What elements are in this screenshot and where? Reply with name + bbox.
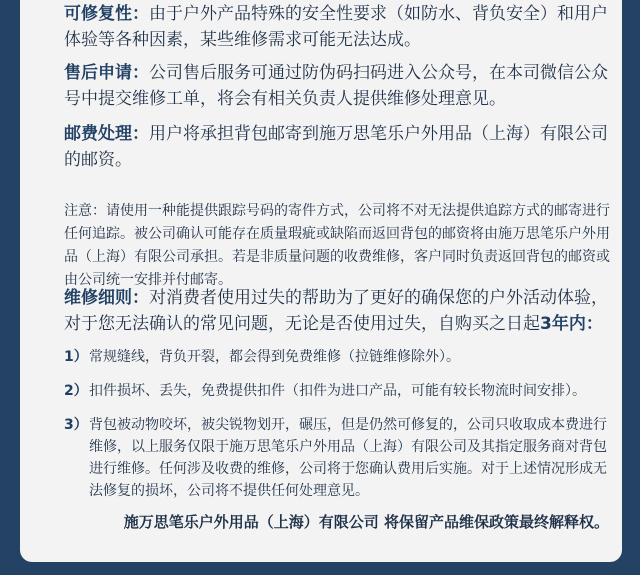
repairability-text: 由于户外产品特殊的安全性要求（如防水、背负安全）和用户体验等各种因素，某些维修需求可能无法达成。 bbox=[64, 4, 608, 50]
list-item-number: 1） bbox=[64, 349, 88, 365]
shipping-section bbox=[64, 121, 612, 173]
repair-details-text: 对消费者使用过失的帮助为了更好的确保您的户外活动体验，对于您无法确认的常见问题，无论是否使用过失，自购买之日起 bbox=[64, 288, 608, 334]
shipping-text: 用户将承担背包邮寄到施万思笔乐户外用品（上海）有限公司的邮资。 bbox=[64, 124, 608, 170]
list-item-text: 背包被动物咬坏，被尖锐物划开，碾压，但是仍然可修复的，公司只收取成本费进行维修，以上服务仅限于施万思笔乐户外用品（上海）有限公司及其指定服务商对背包进行维修。任何涉及收费的维修，公司将于您确认费用后实施。对于上述情况形成无法修复的损坏，公司将不提供任何处理意见。 bbox=[89, 417, 607, 499]
list-item-number: 2） bbox=[64, 383, 88, 399]
list-item-text: 常规缝线，背负开裂，都会得到免费维修（拉链维修除外）。 bbox=[89, 349, 460, 365]
repairability-label: 可修复性： bbox=[64, 4, 149, 24]
list-item-number: 3） bbox=[64, 417, 88, 433]
list-item-text: 扣件损坏、丢失，免费提供扣件（扣件为进口产品，可能有较长物流时间安排）。 bbox=[89, 383, 586, 399]
after-sales-section bbox=[64, 60, 612, 112]
repairability-section bbox=[64, 1, 612, 53]
footer-statement: 施万思笔乐户外用品（上海）有限公司 将保留产品维保政策最终解释权。 bbox=[123, 513, 609, 531]
after-sales-text: 公司售后服务可通过防伪码扫码进入公众号，在本司微信公众号中提交维修工单，将会有相关负责人提供维修处理意见。 bbox=[64, 63, 608, 109]
shipping-label: 邮费处理： bbox=[64, 124, 149, 144]
list-item bbox=[64, 414, 612, 502]
list-item bbox=[64, 380, 612, 402]
shipping-note: 注意：请使用一种能提供跟踪号码的寄件方式，公司将不对无法提供追踪方式的邮寄进行任何追踪。被公司确认可能存在质量瑕疵或缺陷而返回背包的邮资将由施万思笔乐户外用品（上海）有限公司承担。若是非质量问题的收费维修，客户同时负责返回背包的邮资或由公司统一安排并付邮寄。 bbox=[64, 203, 610, 288]
warranty-period: 3年内： bbox=[540, 314, 603, 334]
list-item bbox=[64, 346, 612, 368]
repair-details-list bbox=[64, 346, 612, 514]
repair-details-section bbox=[64, 285, 612, 337]
after-sales-label: 售后申请： bbox=[64, 63, 149, 83]
repair-details-label: 维修细则： bbox=[64, 288, 149, 308]
policy-card bbox=[20, 0, 622, 562]
